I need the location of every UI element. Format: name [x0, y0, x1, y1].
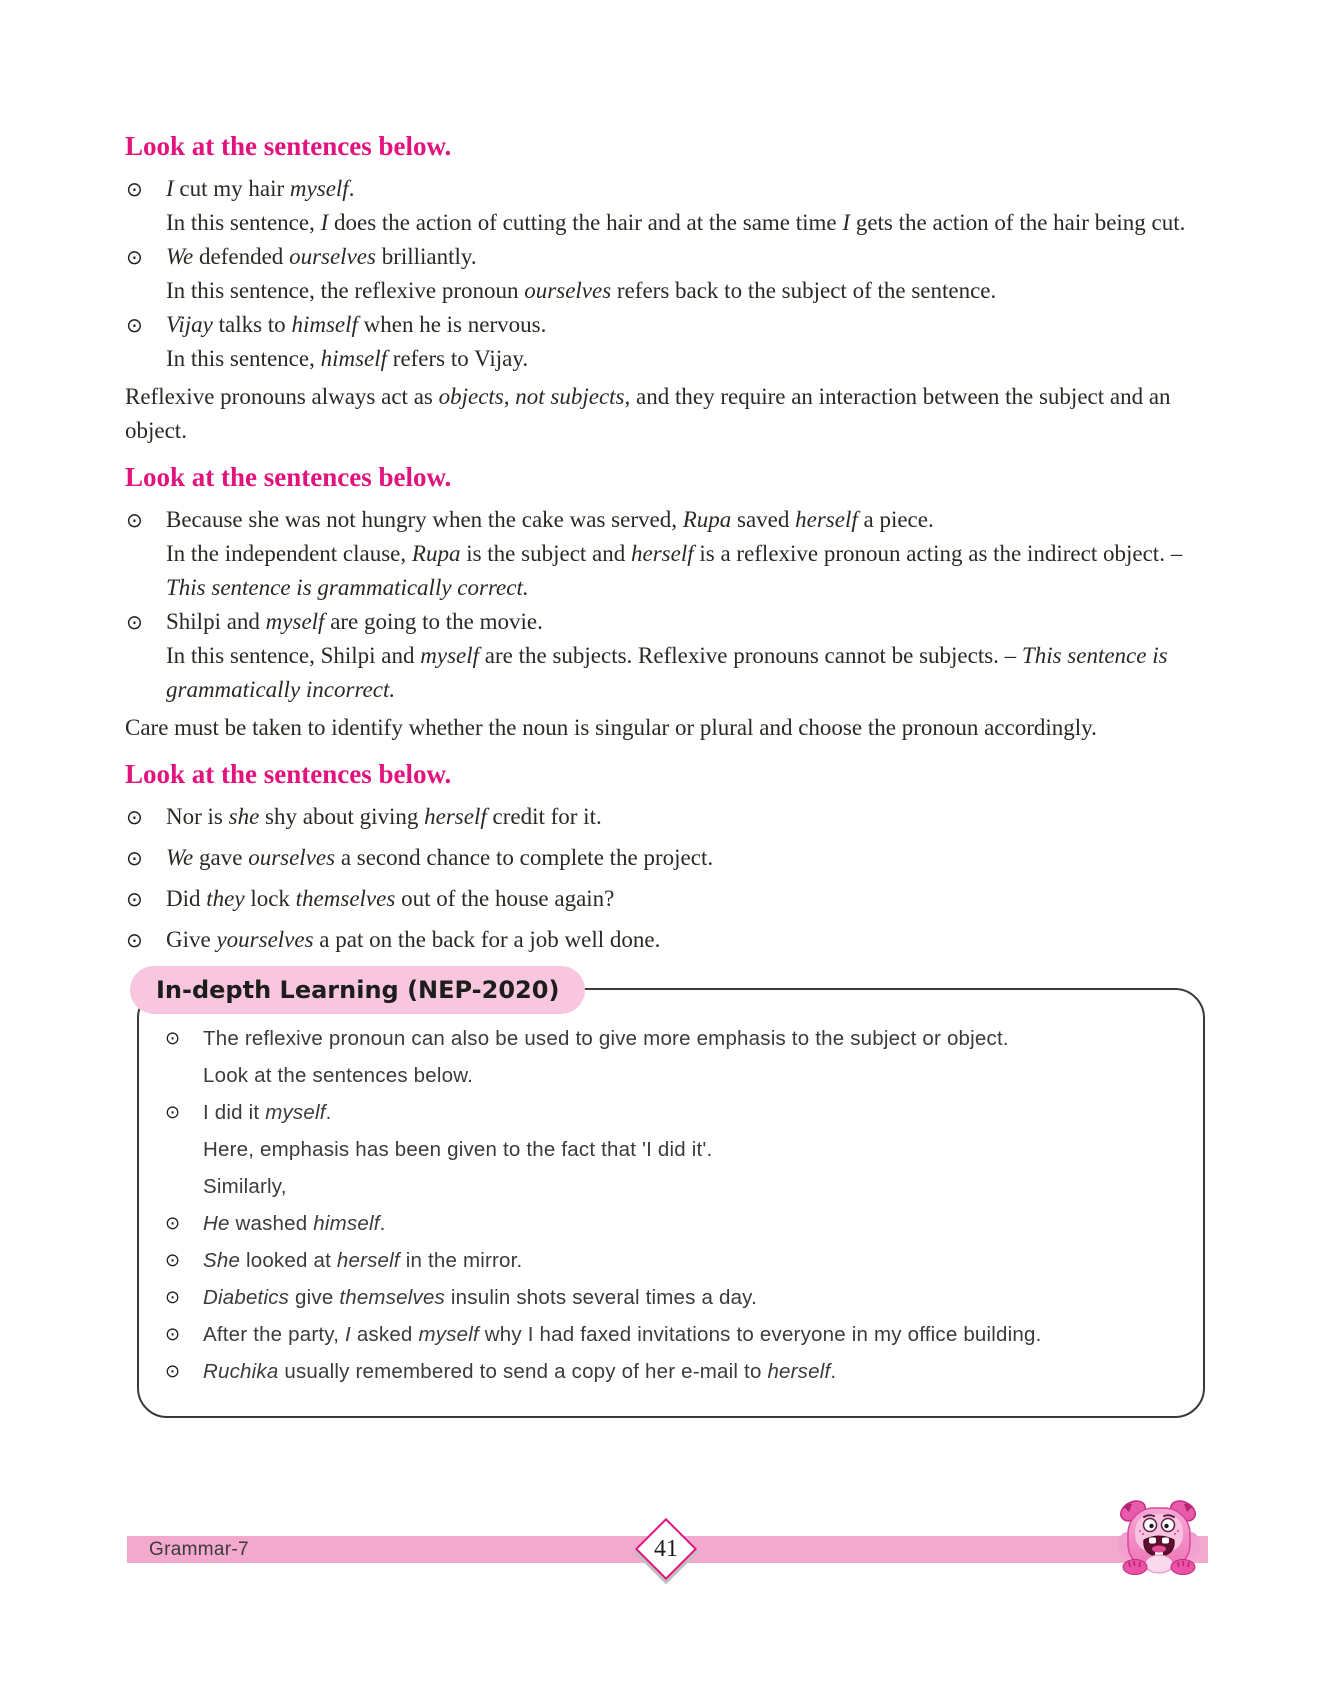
bullet-icon: ⊙ — [165, 1324, 181, 1345]
text-line — [203, 1131, 1179, 1168]
list-item — [125, 503, 1209, 605]
text-run: Diabetics — [203, 1286, 290, 1309]
text-line — [203, 1057, 1179, 1094]
text-run: Look at the sentences below. — [203, 1064, 474, 1087]
text-run: In this sentence, — [166, 346, 321, 371]
text-line — [166, 274, 1209, 308]
sentence-item — [166, 172, 1209, 240]
text-run: . — [830, 1360, 837, 1383]
text-line — [166, 240, 1209, 274]
text-line — [203, 1205, 1179, 1242]
text-run: shy about giving — [259, 804, 425, 829]
in-depth-list — [163, 1020, 1179, 1390]
text-line — [125, 711, 1209, 745]
bullet-icon: ⊙ — [165, 1213, 181, 1234]
text-run: Ruchika — [203, 1360, 279, 1383]
sentence-item — [203, 1205, 1179, 1242]
text-run: when he is nervous. — [357, 312, 547, 337]
text-run: . — [325, 1101, 332, 1124]
text-run: herself — [767, 1360, 831, 1383]
text-run: After the party, — [203, 1323, 346, 1346]
text-run: This sentence is grammatically incorrect. — [166, 643, 1168, 702]
text-run: brilliantly. — [375, 244, 477, 269]
bullet-icon: ⊙ — [126, 928, 143, 952]
list-item — [125, 800, 1209, 834]
text-run: they — [206, 886, 245, 911]
text-run: herself — [336, 1249, 400, 1272]
bullet-icon: ⊙ — [126, 887, 143, 911]
text-run: Rupa — [411, 541, 461, 566]
text-run: insulin shots several times a day. — [445, 1286, 757, 1309]
list-item — [125, 308, 1209, 376]
text-line — [166, 308, 1209, 342]
text-run: cut my hair — [173, 176, 290, 201]
text-run: ourselves — [289, 244, 376, 269]
sentence-item — [166, 923, 1209, 957]
text-run: himself — [291, 312, 358, 337]
text-run: This sentence is grammatically correct. — [166, 575, 529, 600]
text-line — [203, 1020, 1179, 1057]
text-run: a piece. — [857, 507, 934, 532]
list-item — [125, 605, 1209, 707]
text-run: themselves — [295, 886, 396, 911]
sentence-item — [203, 1353, 1179, 1390]
text-run: asked — [350, 1323, 419, 1346]
text-run: myself — [420, 643, 480, 668]
text-run: does the action of cutting the hair and at the same time — [328, 210, 843, 235]
text-run: is a reflexive pronoun acting as the indirect object. – — [693, 541, 1183, 566]
text-run: yourselves — [216, 927, 314, 952]
section-heading: Look at the sentences below. — [125, 462, 452, 492]
text-run: herself — [795, 507, 858, 532]
list-item — [163, 1316, 1179, 1353]
list-item — [163, 1020, 1179, 1094]
text-run: In this sentence, the reflexive pronoun — [166, 278, 525, 303]
list-item — [163, 1242, 1179, 1279]
text-run: I — [842, 210, 851, 235]
text-run: myself — [265, 1101, 326, 1124]
text-run: Give — [166, 927, 217, 952]
bullet-icon: ⊙ — [165, 1361, 181, 1382]
text-line — [166, 605, 1209, 639]
text-run: himself — [313, 1212, 380, 1235]
text-run: refers to Vijay. — [387, 346, 529, 371]
text-run: defended — [193, 244, 290, 269]
text-run: is the subject and — [460, 541, 631, 566]
text-run: I — [345, 1323, 351, 1346]
text-run: The reflexive pronoun can also be used to give more emphasis to the subject or object. — [203, 1027, 1009, 1050]
sentence-item — [166, 841, 1209, 875]
text-run: Nor is — [166, 804, 229, 829]
book-title: Grammar-7 — [149, 1539, 249, 1560]
sentence-item — [203, 1020, 1179, 1094]
sentence-item — [166, 800, 1209, 834]
bullet-icon: ⊙ — [126, 846, 143, 870]
sentence-item — [203, 1094, 1179, 1205]
list-item — [163, 1094, 1179, 1205]
text-run: We — [166, 244, 194, 269]
text-line — [203, 1242, 1179, 1279]
text-run: , — [503, 384, 516, 409]
text-run: Vijay — [166, 312, 213, 337]
text-line — [166, 342, 1209, 376]
bullet-icon: ⊙ — [126, 805, 143, 829]
text-run: , and they require an interaction between the subject and an object. — [125, 384, 1171, 443]
text-run: myself — [265, 609, 325, 634]
sentence-item — [166, 503, 1209, 605]
text-run: refers back to the subject of the sentence. — [611, 278, 997, 303]
text-run: . — [348, 176, 355, 201]
text-run: credit for it. — [486, 804, 602, 829]
text-run: why I had faxed invitations to everyone in my office building. — [478, 1323, 1042, 1346]
text-line — [166, 172, 1209, 206]
bullet-icon: ⊙ — [165, 1287, 181, 1308]
section-heading: Look at the sentences below. — [125, 759, 452, 789]
text-run: myself — [289, 176, 349, 201]
bullet-icon: ⊙ — [165, 1102, 181, 1123]
text-run: I did it — [203, 1101, 266, 1124]
text-line — [166, 882, 1209, 916]
text-run: himself — [320, 346, 388, 371]
text-run: talks to — [212, 312, 292, 337]
text-run: a second chance to complete the project. — [335, 845, 714, 870]
text-run: are going to the movie. — [324, 609, 543, 634]
text-run: In this sentence, Shilpi and — [166, 643, 421, 668]
sentence-list — [125, 503, 1209, 707]
text-run: herself — [424, 804, 487, 829]
list-item — [125, 172, 1209, 240]
text-run: ourselves — [524, 278, 612, 303]
explanatory-paragraph — [125, 380, 1209, 448]
page-number: 41 — [654, 1536, 678, 1562]
explanatory-paragraph — [125, 711, 1209, 745]
text-line — [203, 1279, 1179, 1316]
text-run: saved — [731, 507, 796, 532]
list-item — [125, 882, 1209, 916]
mascot-crying-dog-image — [1116, 1498, 1202, 1576]
text-line — [125, 380, 1209, 448]
text-run: Did — [166, 886, 207, 911]
in-depth-learning-box — [137, 976, 1205, 1418]
text-run: lock — [244, 886, 296, 911]
text-run: He — [203, 1212, 230, 1235]
bullet-icon: ⊙ — [126, 313, 143, 337]
text-run: Here, emphasis has been given to the fact that 'I did it'. — [203, 1138, 713, 1161]
text-run: out of the house again? — [395, 886, 615, 911]
text-run: she — [228, 804, 260, 829]
sentence-item — [203, 1279, 1179, 1316]
text-line — [203, 1316, 1179, 1353]
bullet-icon: ⊙ — [165, 1028, 181, 1049]
text-run: washed — [229, 1212, 314, 1235]
text-run: give — [289, 1286, 340, 1309]
text-line — [166, 923, 1209, 957]
text-run: In the independent clause, — [166, 541, 412, 566]
bullet-icon: ⊙ — [126, 508, 143, 532]
page-number-badge — [644, 1527, 688, 1571]
text-line — [203, 1168, 1179, 1205]
text-run: usually remembered to send a copy of her e-mail to — [278, 1360, 768, 1383]
text-run: in the mirror. — [399, 1249, 523, 1272]
list-item — [163, 1353, 1179, 1390]
text-run: Because she was not hungry when the cake was served, — [166, 507, 683, 532]
sentence-item — [203, 1316, 1179, 1353]
text-run: Care must be taken to identify whether the noun is singular or plural and choose the pronoun accordingly. — [125, 715, 1097, 740]
text-run: themselves — [339, 1286, 446, 1309]
text-run: Reflexive pronouns always act as — [125, 384, 439, 409]
text-line — [166, 639, 1209, 707]
text-run: I — [320, 210, 329, 235]
sentence-item — [166, 882, 1209, 916]
sentence-item — [203, 1242, 1179, 1279]
text-run: She — [203, 1249, 241, 1272]
bullet-icon: ⊙ — [126, 610, 143, 634]
sentence-list — [125, 800, 1209, 957]
text-run: not subjects — [515, 384, 625, 409]
text-run: herself — [631, 541, 694, 566]
text-line — [166, 503, 1209, 537]
bullet-icon: ⊙ — [126, 245, 143, 269]
text-run: Rupa — [682, 507, 732, 532]
text-run: a pat on the back for a job well done. — [313, 927, 661, 952]
bullet-icon: ⊙ — [165, 1250, 181, 1271]
text-line — [203, 1353, 1179, 1390]
in-depth-learning-title: In-depth Learning (NEP-2020) — [130, 966, 585, 1014]
text-line — [203, 1094, 1179, 1131]
text-run: Similarly, — [203, 1175, 287, 1198]
list-item — [163, 1279, 1179, 1316]
sentence-item — [166, 240, 1209, 308]
text-run: In this sentence, — [166, 210, 321, 235]
text-line — [166, 537, 1209, 605]
list-item — [125, 240, 1209, 308]
text-run: gave — [193, 845, 249, 870]
list-item — [125, 923, 1209, 957]
sentence-list — [125, 172, 1209, 376]
text-line — [166, 800, 1209, 834]
list-item — [163, 1205, 1179, 1242]
sentence-item — [166, 308, 1209, 376]
text-run: Shilpi and — [166, 609, 266, 634]
page-content — [125, 130, 1209, 1418]
text-run: ourselves — [248, 845, 336, 870]
text-line — [166, 841, 1209, 875]
section-heading: Look at the sentences below. — [125, 131, 452, 161]
text-run: . — [379, 1212, 386, 1235]
text-line — [166, 206, 1209, 240]
text-run: I — [166, 176, 174, 201]
text-run: looked at — [240, 1249, 337, 1272]
text-run: myself — [418, 1323, 479, 1346]
bullet-icon: ⊙ — [126, 177, 143, 201]
sentence-item — [166, 605, 1209, 707]
text-run: are the subjects. Reflexive pronouns cannot be subjects. – — [479, 643, 1022, 668]
list-item — [125, 841, 1209, 875]
text-run: objects — [438, 384, 504, 409]
text-run: gets the action of the hair being cut. — [850, 210, 1186, 235]
text-run: We — [166, 845, 194, 870]
